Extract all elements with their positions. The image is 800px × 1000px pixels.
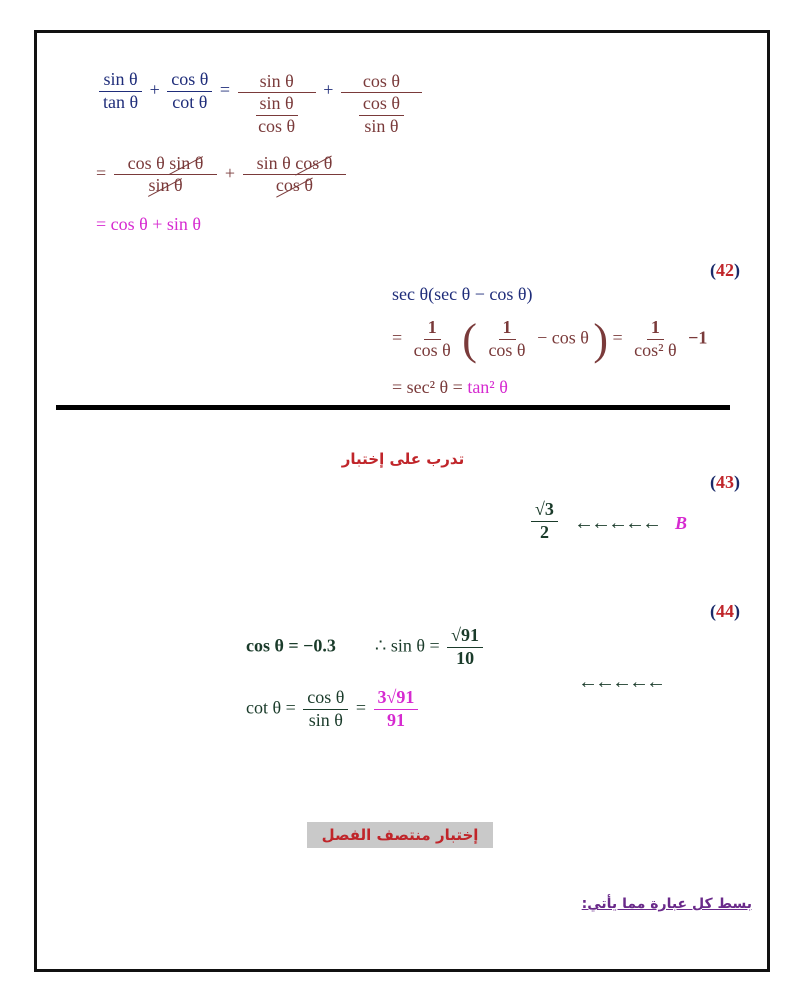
q41-result: = cos θ + sin θ — [96, 214, 202, 234]
q41-inner4-num: cos θ — [359, 94, 404, 116]
q44-cot-frac — [303, 688, 348, 731]
q41-line2-eq: = — [96, 162, 107, 183]
section-divider — [56, 405, 730, 410]
q44-cot-lhs: cot θ = — [246, 697, 296, 718]
q41-frac4-num: cos θ — [341, 72, 422, 93]
q41-inner3-num: sin θ — [256, 94, 298, 116]
q42-minus-cos: − cos θ — [537, 327, 589, 348]
q41-cancel-b-den — [272, 175, 317, 196]
q41-frac1-num: sin θ — [99, 70, 141, 92]
q43-den: 2 — [539, 521, 549, 542]
q42-number-label: (42) — [710, 260, 740, 280]
q44-line1 — [246, 626, 486, 669]
q41-cancel-a-den-struck: sin θ — [148, 174, 183, 195]
practice-heading: تدرب على إختبار — [341, 450, 465, 468]
q41-compound-frac-2 — [341, 72, 422, 136]
q41-line2 — [96, 154, 349, 196]
q44-sin-frac — [447, 626, 483, 669]
q44-cot-den: sin θ — [308, 709, 343, 730]
q43-number-label: (43) — [710, 472, 740, 492]
q41-cancel-b-struck: cos θ — [295, 153, 333, 173]
q42-sec2: = sec² θ = — [392, 377, 463, 397]
q41-line2-plus: + — [224, 162, 236, 183]
q42-eq2: = — [612, 327, 623, 348]
q44-therefore: ∴ sin θ = — [374, 635, 440, 656]
q44-result-num: 3√91 — [374, 688, 419, 710]
q43-arrow-icon: ←←←←← — [574, 512, 659, 534]
q42-frac2-den: cos θ — [488, 340, 526, 360]
q44-arrow-icon: ←←←←← — [578, 671, 663, 693]
q42-line1: sec θ(sec θ − cos θ) — [392, 284, 533, 304]
q42-paren-open: ( — [462, 315, 477, 364]
q41-cancel-b-den-struck: cos θ — [275, 174, 314, 195]
q43-fraction — [528, 500, 561, 543]
q41-frac3-den — [247, 93, 306, 137]
q42-eq1: = — [392, 327, 403, 348]
q42-line2 — [392, 314, 707, 365]
q44-cot-num: cos θ — [303, 688, 348, 710]
q44-result-den: 91 — [386, 709, 405, 730]
q44-sin-num: √91 — [447, 626, 483, 648]
q41-frac-cos-cot — [167, 70, 212, 113]
q41-frac2-num: cos θ — [167, 70, 212, 92]
q41-frac3-num: sin θ — [238, 72, 316, 93]
q42-tan2: tan² θ — [467, 377, 508, 397]
q42-frac3-den: cos² θ — [634, 340, 677, 360]
q41-cancel-b-num — [243, 154, 347, 175]
q41-cancel-frac-b — [243, 154, 347, 196]
q41-frac1-den: tan θ — [103, 91, 139, 112]
q42-paren-close: ) — [593, 315, 608, 364]
q42-minus-one: −1 — [688, 327, 708, 348]
q41-plus-2: + — [323, 79, 334, 100]
q42-frac-inner — [484, 318, 529, 361]
q41-inner3-den: cos θ — [258, 115, 296, 136]
q43-answer: B — [675, 513, 688, 533]
q41-compound-frac-1 — [238, 72, 316, 136]
q43-sqrt3: √3 — [531, 500, 558, 522]
q41-inner-frac-4 — [359, 94, 404, 137]
q44-cos-value: cos θ = −0.3 — [246, 635, 336, 656]
q41-frac-sin-tan — [99, 70, 142, 113]
q42-line3 — [392, 377, 508, 398]
q44-line2 — [246, 688, 421, 731]
q42-frac-1-cos — [410, 318, 455, 361]
q44-number-label: (44) — [710, 601, 740, 621]
q43-frac — [531, 500, 558, 543]
q41-cancel-a-den — [144, 175, 186, 196]
q44-sin-den: 10 — [456, 647, 475, 668]
q42-frac2-num: 1 — [499, 318, 516, 340]
q41-cancel-a-num — [114, 154, 218, 175]
q44-result-frac — [374, 688, 419, 731]
q41-line1 — [96, 70, 425, 136]
q41-cancel-frac-a — [114, 154, 218, 196]
instruction-text: بسط كل عبارة مما يأتي: — [581, 896, 752, 912]
q41-eq: = — [219, 79, 231, 100]
q42-frac1-den: cos θ — [413, 340, 451, 360]
q41-cancel-a-struck: sin θ — [169, 153, 204, 173]
q41-inner4-den: sin θ — [364, 115, 399, 136]
q42-frac-1-cos2 — [630, 318, 681, 361]
q42-frac1-num: 1 — [424, 318, 441, 340]
q41-cancel-a-keep: cos θ — [127, 153, 165, 173]
q44-eq: = — [355, 697, 367, 718]
midterm-heading: إختبار منتصف الفصل — [307, 822, 493, 848]
q41-frac4-den — [352, 93, 411, 137]
q42-frac3-num: 1 — [647, 318, 664, 340]
q41-plus: + — [149, 79, 160, 100]
q41-inner-frac-3 — [254, 94, 299, 137]
q41-frac2-den: cot θ — [172, 91, 208, 112]
q41-cancel-b-keep: sin θ — [256, 153, 291, 173]
